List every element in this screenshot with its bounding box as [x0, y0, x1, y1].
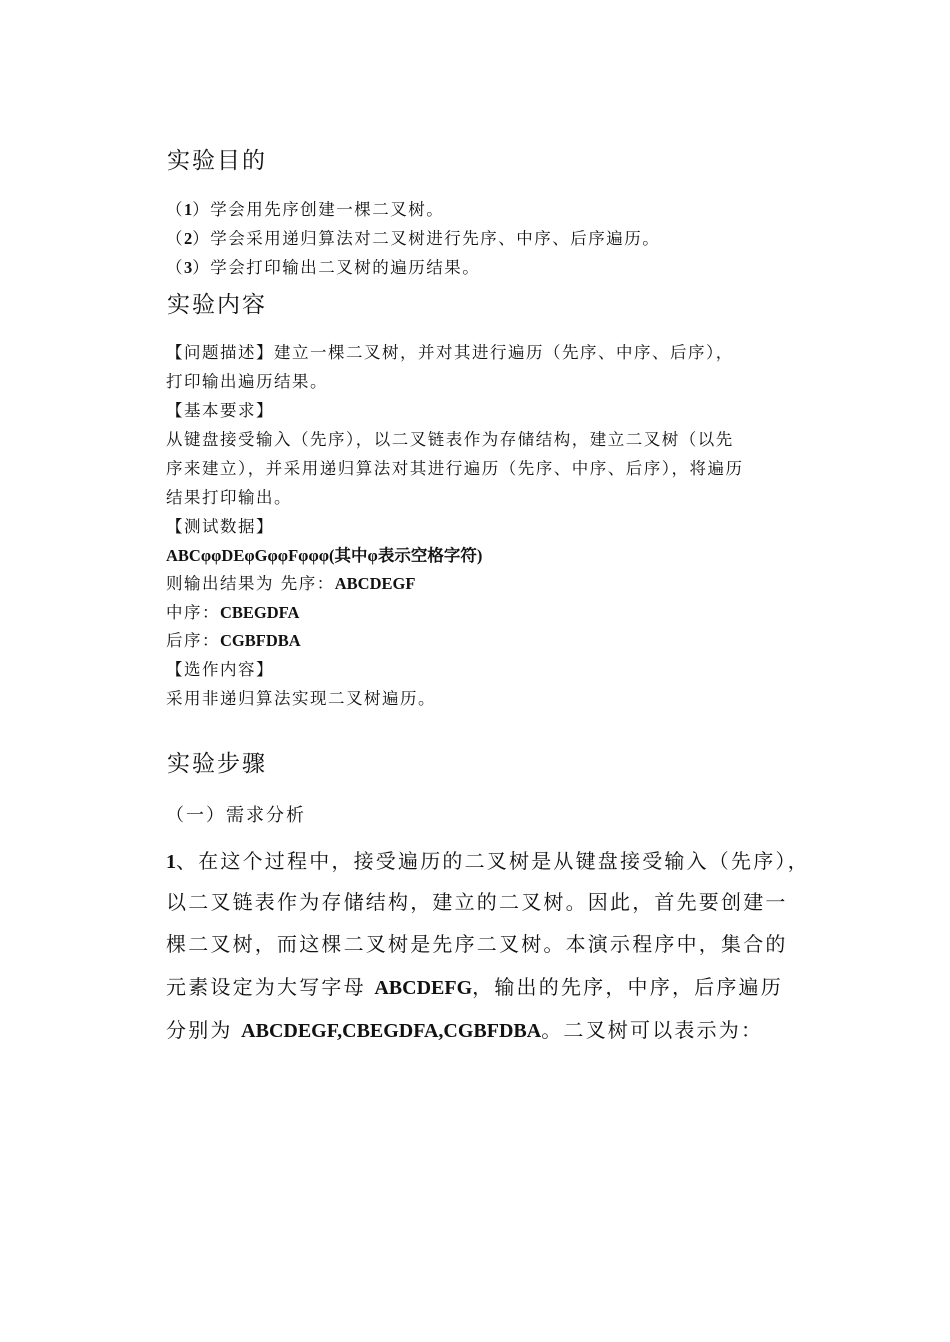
- item-number: 3: [184, 258, 193, 277]
- basic-requirements-line-2: 序来建立），并采用递归算法对其进行遍历（先序、中序、后序），将遍历: [166, 459, 744, 478]
- paragraph-text: 元素设定为大写字母: [166, 975, 375, 999]
- item-text: 学会采用递归算法对二叉树进行先序、中序、后序遍历。: [210, 229, 661, 248]
- analysis-paragraph-line-4: [166, 971, 783, 1000]
- analysis-paragraph-line-5: [166, 1014, 763, 1043]
- section-heading-steps: 实验步骤: [167, 751, 267, 777]
- test-input-note: (其中φ表示空格字符): [329, 546, 483, 565]
- paragraph-text: 分别为: [166, 1018, 242, 1042]
- inorder-label: 中序：: [166, 603, 220, 622]
- problem-text: 建立一棵二叉树，并对其进行遍历（先序、中序、后序），: [274, 343, 734, 362]
- optional-content-label: 【选作内容】: [166, 660, 274, 679]
- objective-item-1: （1）学会用先序创建一棵二叉树。: [166, 200, 445, 219]
- analysis-paragraph-line-2: 以二叉链表作为存储结构，建立的二叉树。因此，首先要创建一: [166, 890, 788, 914]
- basic-requirements-label: 【基本要求】: [166, 401, 274, 420]
- inorder-value: CBEGDFA: [220, 603, 300, 622]
- problem-description-line-2: 打印输出遍历结果。: [166, 372, 328, 391]
- objective-item-3: （3）学会打印输出二叉树的遍历结果。: [166, 258, 481, 277]
- item-text: 学会打印输出二叉树的遍历结果。: [210, 258, 481, 277]
- problem-label: 【问题描述】: [166, 343, 274, 362]
- inorder-output: [166, 599, 299, 623]
- paragraph-number: 1: [166, 851, 176, 873]
- analysis-paragraph-line-1: [166, 845, 810, 874]
- preorder-value: ABCDEGF: [334, 574, 416, 593]
- section-heading-content: 实验内容: [167, 292, 267, 318]
- basic-requirements-line-3: 结果打印输出。: [166, 488, 292, 507]
- section-heading-objectives: 实验目的: [167, 148, 267, 174]
- traversal-results: ABCDEGF,CBEGDFA,CGBFDBA: [241, 1020, 542, 1042]
- item-number: 1: [184, 200, 193, 219]
- paragraph-text: 。二叉树可以表示为：: [541, 1018, 764, 1042]
- preorder-output: [166, 570, 415, 594]
- basic-requirements-line-1: 从键盘接受输入（先序），以二叉链表作为存储结构，建立二叉树（以先: [166, 430, 734, 449]
- problem-description-line-1: [166, 339, 734, 363]
- item-number: 2: [184, 229, 193, 248]
- optional-content-text: 采用非递归算法实现二叉树遍历。: [166, 689, 436, 708]
- test-input-string: ABCφφDEφGφφFφφφ: [166, 546, 330, 565]
- objective-item-2: （2）学会采用递归算法对二叉树进行先序、中序、后序遍历。: [166, 229, 661, 248]
- element-set: ABCDEFG: [374, 977, 473, 999]
- postorder-output: [166, 627, 301, 651]
- paragraph-text: ，输出的先序，中序，后序遍历: [472, 975, 783, 999]
- postorder-value: CGBFDBA: [220, 631, 301, 650]
- requirements-analysis-subheading: （一）需求分析: [166, 805, 306, 826]
- item-text: 学会用先序创建一棵二叉树。: [210, 200, 445, 219]
- test-data-label: 【测试数据】: [166, 517, 274, 536]
- postorder-label: 后序：: [166, 631, 220, 650]
- output-prefix: 则输出结果为 先序：: [166, 574, 335, 593]
- test-data-input: [166, 542, 482, 566]
- analysis-paragraph-line-3: 棵二叉树，而这棵二叉树是先序二叉树。本演示程序中，集合的: [166, 932, 788, 956]
- paragraph-text: 、在这个过程中，接受遍历的二叉树是从键盘接受输入（先序），: [176, 849, 810, 873]
